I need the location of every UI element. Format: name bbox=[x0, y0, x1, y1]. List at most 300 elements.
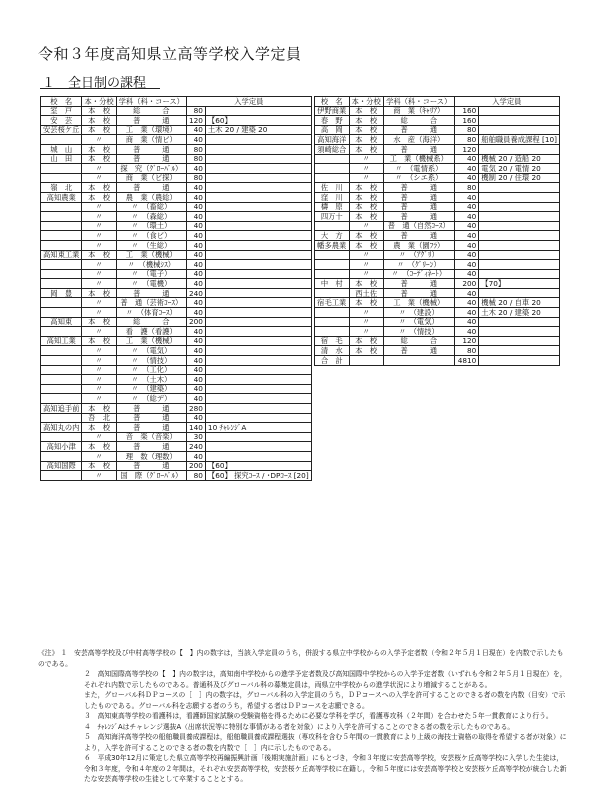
capacity-cell: 40 bbox=[186, 346, 205, 356]
school-cell: 安芸桜ケ丘 bbox=[41, 125, 82, 135]
capacity-note-cell bbox=[205, 336, 311, 346]
school-cell: 高知農業 bbox=[41, 192, 82, 202]
table-row bbox=[41, 375, 312, 385]
course-cell: 普 通 bbox=[383, 288, 454, 298]
branch-cell: 西土佐 bbox=[349, 288, 383, 298]
branch-cell: 本 校 bbox=[82, 423, 116, 433]
school-cell: 幡多農業 bbox=[315, 240, 350, 250]
capacity-note-cell bbox=[205, 308, 311, 318]
branch-cell: 〃 bbox=[82, 346, 116, 356]
school-cell bbox=[41, 308, 82, 318]
table-row bbox=[41, 164, 312, 174]
branch-cell: 〃 bbox=[82, 221, 116, 231]
branch-cell: 〃 bbox=[82, 308, 116, 318]
capacity-note-cell: 電気 20 / 電情 20 bbox=[479, 164, 560, 174]
capacity-cell: 40 bbox=[186, 327, 205, 337]
table-row bbox=[41, 442, 312, 452]
capacity-note-cell bbox=[205, 365, 311, 375]
course-cell: 農 業（園ﾌﾗ） bbox=[383, 240, 454, 250]
table-row bbox=[41, 212, 312, 222]
course-cell: 〃 （機械ｼｽ） bbox=[116, 260, 186, 270]
branch-cell: 本 校 bbox=[82, 404, 116, 414]
branch-cell: 〃 bbox=[349, 260, 383, 270]
capacity-cell: 40 bbox=[186, 125, 205, 135]
branch-cell: 〃 bbox=[82, 240, 116, 250]
course-cell: 普 通 bbox=[383, 279, 454, 289]
course-cell: 普 通 bbox=[116, 423, 186, 433]
capacity-note-cell bbox=[479, 346, 560, 356]
capacity-cell: 240 bbox=[186, 288, 205, 298]
table-row bbox=[41, 192, 312, 202]
course-cell: 〃 （総デ） bbox=[116, 394, 186, 404]
capacity-note-cell bbox=[205, 269, 311, 279]
course-cell: 〃 （ｸﾞﾘｰﾝ） bbox=[383, 260, 454, 270]
school-cell bbox=[41, 451, 82, 461]
capacity-note-cell bbox=[205, 442, 311, 452]
branch-cell: 本 校 bbox=[82, 154, 116, 164]
capacity-table-left bbox=[40, 96, 312, 481]
capacity-note-cell: 土木 20 / 建築 20 bbox=[479, 308, 560, 318]
capacity-note-cell bbox=[205, 212, 311, 222]
capacity-cell: 40 bbox=[186, 356, 205, 366]
course-cell: 普 通 bbox=[116, 288, 186, 298]
branch-cell: 〃 bbox=[82, 384, 116, 394]
capacity-note-cell bbox=[205, 192, 311, 202]
capacity-note-cell: 土木 20 / 建築 20 bbox=[205, 125, 311, 135]
section-heading: １ 全日制の課程 bbox=[42, 76, 147, 91]
branch-cell: 本 校 bbox=[349, 192, 383, 202]
header-school: 校 名 bbox=[41, 97, 82, 107]
capacity-cell: 40 bbox=[186, 365, 205, 375]
branch-cell: 本 校 bbox=[349, 231, 383, 241]
school-cell bbox=[41, 221, 82, 231]
course-cell bbox=[383, 356, 454, 366]
table-row bbox=[315, 192, 560, 202]
school-cell bbox=[41, 413, 82, 423]
capacity-cell: 120 bbox=[454, 336, 479, 346]
table-row bbox=[41, 135, 312, 145]
table-row bbox=[315, 279, 560, 289]
table-row bbox=[315, 240, 560, 250]
school-cell: 中 村 bbox=[315, 279, 350, 289]
school-cell bbox=[315, 164, 350, 174]
table-row bbox=[41, 269, 312, 279]
school-cell: 佐 川 bbox=[315, 183, 350, 193]
course-cell: 音 楽（音楽） bbox=[116, 432, 186, 442]
school-cell bbox=[315, 221, 350, 231]
capacity-note-cell bbox=[205, 394, 311, 404]
table-row bbox=[41, 202, 312, 212]
capacity-note-cell bbox=[205, 202, 311, 212]
school-cell: 高知追手前 bbox=[41, 404, 82, 414]
capacity-cell: 40 bbox=[186, 375, 205, 385]
capacity-note-cell bbox=[205, 173, 311, 183]
branch-cell: 〃 bbox=[349, 308, 383, 318]
table-row bbox=[41, 144, 312, 154]
course-cell: 看 護（看護） bbox=[116, 327, 186, 337]
school-cell: 高知海洋 bbox=[315, 135, 350, 145]
page-title: 令和３年度高知県立高等学校入学定員 bbox=[38, 45, 302, 63]
branch-cell: 〃 bbox=[82, 173, 116, 183]
school-cell bbox=[315, 154, 350, 164]
capacity-cell: 120 bbox=[454, 144, 479, 154]
branch-cell: 〃 bbox=[82, 375, 116, 385]
capacity-note-cell: 機械 20 / 造船 20 bbox=[479, 154, 560, 164]
course-cell: 普 通 bbox=[116, 116, 186, 126]
capacity-cell: 40 bbox=[186, 308, 205, 318]
capacity-note-cell bbox=[479, 106, 560, 116]
capacity-cell: 40 bbox=[454, 192, 479, 202]
table-row bbox=[315, 308, 560, 318]
course-cell: 普 通 bbox=[116, 183, 186, 193]
capacity-note-cell: 船舶職員養成課程 [10] bbox=[479, 135, 560, 145]
capacity-cell: 160 bbox=[454, 106, 479, 116]
capacity-note-cell bbox=[205, 432, 311, 442]
school-cell: 高知国際 bbox=[41, 461, 82, 471]
school-cell bbox=[41, 394, 82, 404]
table-row bbox=[41, 346, 312, 356]
branch-cell: 吾 北 bbox=[82, 413, 116, 423]
course-cell: 総 合 bbox=[383, 116, 454, 126]
footnote: ２ 高知国際高等学校の【 】内の数字は，高知南中学校からの進学予定者数及び高知国際中学校からの入学予定者数（いずれも令和２年５月１日現在）を，それぞれ内数で示したものである。普通科及びグローバル科の募集定員は，両県立中学校からの進学状況により増減することがある。 bbox=[84, 670, 567, 689]
capacity-note-cell bbox=[479, 317, 560, 327]
footnotes bbox=[38, 648, 568, 785]
table-header-row bbox=[41, 97, 312, 107]
table-row bbox=[41, 173, 312, 183]
course-cell: 普 通 bbox=[116, 404, 186, 414]
school-cell: 高知小津 bbox=[41, 442, 82, 452]
table-row bbox=[41, 250, 312, 260]
course-cell: 〃 （建設） bbox=[383, 308, 454, 318]
capacity-note-cell: 【70】 bbox=[479, 279, 560, 289]
course-cell: 普 通 bbox=[383, 125, 454, 135]
capacity-note-cell bbox=[205, 375, 311, 385]
branch-cell: 本 校 bbox=[349, 279, 383, 289]
capacity-cell: 80 bbox=[454, 125, 479, 135]
branch-cell: 〃 bbox=[349, 173, 383, 183]
capacity-cell: 160 bbox=[454, 116, 479, 126]
capacity-cell: 40 bbox=[454, 240, 479, 250]
capacity-cell: 40 bbox=[186, 192, 205, 202]
header-branch: 本・分校 bbox=[349, 97, 383, 107]
school-cell bbox=[41, 432, 82, 442]
branch-cell: 本 校 bbox=[349, 116, 383, 126]
capacity-cell: 40 bbox=[186, 212, 205, 222]
capacity-note-cell bbox=[205, 384, 311, 394]
capacity-note-cell bbox=[205, 404, 311, 414]
branch-cell: 本 校 bbox=[349, 336, 383, 346]
capacity-note-cell bbox=[205, 164, 311, 174]
course-cell: 工 業（機械） bbox=[383, 298, 454, 308]
capacity-cell: 120 bbox=[186, 116, 205, 126]
school-cell bbox=[41, 375, 82, 385]
capacity-cell: 80 bbox=[454, 135, 479, 145]
school-cell bbox=[41, 212, 82, 222]
capacity-cell: 80 bbox=[454, 183, 479, 193]
capacity-note-cell bbox=[205, 279, 311, 289]
school-cell: 高 岡 bbox=[315, 125, 350, 135]
table-row bbox=[315, 336, 560, 346]
table-row bbox=[41, 327, 312, 337]
table-row bbox=[315, 125, 560, 135]
capacity-note-cell bbox=[479, 202, 560, 212]
branch-cell: 〃 bbox=[82, 269, 116, 279]
capacity-note-cell bbox=[205, 413, 311, 423]
capacity-note-cell bbox=[205, 154, 311, 164]
course-cell: 普 通 bbox=[116, 144, 186, 154]
capacity-cell: 40 bbox=[186, 135, 205, 145]
table-row bbox=[315, 144, 560, 154]
capacity-cell: 200 bbox=[186, 317, 205, 327]
branch-cell: 〃 bbox=[349, 154, 383, 164]
capacity-cell: 40 bbox=[454, 221, 479, 231]
capacity-note-cell bbox=[479, 192, 560, 202]
capacity-note-cell: 【60】 bbox=[205, 116, 311, 126]
capacity-cell: 280 bbox=[186, 404, 205, 414]
school-cell bbox=[41, 231, 82, 241]
table-row bbox=[41, 221, 312, 231]
branch-cell: 〃 bbox=[349, 327, 383, 337]
course-cell: 〃 （情技） bbox=[383, 327, 454, 337]
branch-cell: 〃 bbox=[82, 298, 116, 308]
header-branch: 本・分校 bbox=[82, 97, 116, 107]
course-cell: 〃 （森総） bbox=[116, 212, 186, 222]
branch-cell: 〃 bbox=[82, 135, 116, 145]
capacity-note-cell: 【60】 探究ｺｰｽ / ･DPｺｰｽ [20] bbox=[205, 471, 311, 481]
course-cell: 普 通（芸術ｺｰｽ） bbox=[116, 298, 186, 308]
capacity-note-cell bbox=[479, 269, 560, 279]
branch-cell: 本 校 bbox=[82, 461, 116, 471]
capacity-note-cell bbox=[479, 240, 560, 250]
capacity-note-cell bbox=[205, 327, 311, 337]
capacity-cell: 40 bbox=[186, 250, 205, 260]
capacity-note-cell bbox=[479, 231, 560, 241]
capacity-cell: 140 bbox=[186, 423, 205, 433]
course-cell: 工 業（環境） bbox=[116, 125, 186, 135]
footnote: ６ 平成30年12月に策定した県立高等学校再編振興計画「後期実施計画」にもとづき，令和３年度に安芸高等学校，安芸桜ケ丘高等学校に入学した生徒は，令和３年度，令和４年度の２年間は，それぞれ安芸高等学校，安芸桜ケ丘高等学校に在籍し，令和５年度には安芸高等学校と安芸桜ケ丘高等学校が統合した新たな安芸高等学校の生徒として卒業することとする。 bbox=[84, 754, 567, 784]
table-row bbox=[315, 346, 560, 356]
footnote: また，グローバル科ＤＰコースの［ ］内の数字は，グローバル科の入学定員のうち，ＤＰコースへの入学を許可することのできる者の数を内数（目安）で示したものである。グローバル科を志願する者のうち，希望する者はＤＰコースを志願できる。 bbox=[84, 691, 566, 710]
table-row bbox=[41, 404, 312, 414]
course-cell: 普 通 bbox=[383, 231, 454, 241]
school-cell bbox=[41, 279, 82, 289]
table-row bbox=[41, 240, 312, 250]
course-cell: 普 通 bbox=[383, 183, 454, 193]
branch-cell: 本 校 bbox=[349, 212, 383, 222]
branch-cell: 〃 bbox=[82, 231, 116, 241]
course-cell: 〃 （情技） bbox=[116, 356, 186, 366]
branch-cell: 本 校 bbox=[82, 183, 116, 193]
capacity-note-cell bbox=[205, 356, 311, 366]
capacity-note-cell bbox=[479, 260, 560, 270]
capacity-cell: 40 bbox=[186, 202, 205, 212]
table-row bbox=[41, 317, 312, 327]
school-cell bbox=[41, 260, 82, 270]
course-cell: 工 業（機械） bbox=[116, 250, 186, 260]
course-cell: 商 業（ビ探） bbox=[116, 173, 186, 183]
table-row bbox=[41, 279, 312, 289]
capacity-cell: 40 bbox=[186, 298, 205, 308]
branch-cell: 本 校 bbox=[82, 125, 116, 135]
branch-cell: 本 校 bbox=[349, 183, 383, 193]
course-cell: 国 際（ｸﾞﾛｰﾊﾞﾙ） bbox=[116, 471, 186, 481]
school-cell: 清 水 bbox=[315, 346, 350, 356]
table-row bbox=[41, 231, 312, 241]
school-cell bbox=[315, 317, 350, 327]
course-cell: 普 通 bbox=[116, 442, 186, 452]
capacity-note-cell bbox=[205, 221, 311, 231]
course-cell: 〃 （生総） bbox=[116, 240, 186, 250]
branch-cell: 本 校 bbox=[349, 106, 383, 116]
capacity-cell: 40 bbox=[454, 308, 479, 318]
course-cell: 水 産（海洋） bbox=[383, 135, 454, 145]
capacity-note-cell bbox=[205, 183, 311, 193]
school-cell bbox=[41, 471, 82, 481]
capacity-note-cell bbox=[205, 231, 311, 241]
course-cell: 〃 （環土） bbox=[116, 221, 186, 231]
table-row bbox=[315, 202, 560, 212]
branch-cell: 本 校 bbox=[82, 288, 116, 298]
table-row bbox=[41, 471, 312, 481]
capacity-cell: 4810 bbox=[454, 356, 479, 366]
capacity-cell: 240 bbox=[186, 442, 205, 452]
capacity-cell: 40 bbox=[186, 413, 205, 423]
course-cell: 普 通 bbox=[116, 154, 186, 164]
capacity-note-cell bbox=[205, 240, 311, 250]
school-cell: 窪 川 bbox=[315, 192, 350, 202]
course-cell: 総 合 bbox=[383, 336, 454, 346]
capacity-note-cell: 【60】 bbox=[205, 461, 311, 471]
table-row bbox=[41, 451, 312, 461]
table-row bbox=[315, 260, 560, 270]
capacity-cell: 40 bbox=[186, 164, 205, 174]
footnote: 《注》 １ 安芸高等学校及び中村高等学校の【 】内の数字は，当該入学定員のうち，併設する県立中学校からの入学予定者数（令和２年５月１日現在）を内数で示したものである。 bbox=[38, 649, 564, 668]
school-cell: 高知東 bbox=[41, 317, 82, 327]
school-cell bbox=[315, 327, 350, 337]
course-cell: 探 究（ｸﾞﾛｰﾊﾞﾙ） bbox=[116, 164, 186, 174]
branch-cell: 本 校 bbox=[82, 442, 116, 452]
capacity-cell: 40 bbox=[454, 202, 479, 212]
table-row bbox=[315, 269, 560, 279]
capacity-note-cell bbox=[479, 288, 560, 298]
table-row bbox=[315, 106, 560, 116]
course-cell: 普 通 bbox=[116, 461, 186, 471]
capacity-cell: 40 bbox=[186, 269, 205, 279]
header-capacity: 入学定員 bbox=[186, 97, 311, 107]
table-row bbox=[315, 317, 560, 327]
school-cell bbox=[41, 135, 82, 145]
capacity-note-cell bbox=[205, 317, 311, 327]
course-cell: 総 合 bbox=[116, 106, 186, 116]
header-course: 学科（科・コース） bbox=[116, 97, 186, 107]
course-cell: 普 通（自然ｺｰｽ） bbox=[383, 221, 454, 231]
table-row bbox=[41, 183, 312, 193]
table-row bbox=[41, 432, 312, 442]
table-row bbox=[41, 394, 312, 404]
course-cell: 〃 （ｱｸﾞﾘ） bbox=[383, 250, 454, 260]
school-cell: 高知丸の内 bbox=[41, 423, 82, 433]
course-cell: 〃 （電気） bbox=[116, 346, 186, 356]
school-cell: 合 計 bbox=[315, 356, 350, 366]
branch-cell: 本 校 bbox=[82, 250, 116, 260]
table-row bbox=[41, 154, 312, 164]
school-cell bbox=[315, 288, 350, 298]
table-row bbox=[315, 221, 560, 231]
branch-cell: 本 校 bbox=[349, 125, 383, 135]
branch-cell: 〃 bbox=[82, 356, 116, 366]
capacity-cell: 40 bbox=[186, 240, 205, 250]
branch-cell: 〃 bbox=[82, 451, 116, 461]
header-course: 学科（科・コース） bbox=[383, 97, 454, 107]
branch-cell: 本 校 bbox=[82, 116, 116, 126]
branch-cell: 〃 bbox=[349, 250, 383, 260]
branch-cell: 〃 bbox=[82, 260, 116, 270]
capacity-note-cell bbox=[205, 260, 311, 270]
capacity-note-cell bbox=[205, 451, 311, 461]
course-cell: 工 業（機械系） bbox=[383, 154, 454, 164]
header-capacity: 入学定員 bbox=[454, 97, 559, 107]
school-cell bbox=[41, 269, 82, 279]
school-cell bbox=[41, 164, 82, 174]
branch-cell: 〃 bbox=[82, 279, 116, 289]
branch-cell: 〃 bbox=[82, 365, 116, 375]
capacity-note-cell bbox=[479, 144, 560, 154]
capacity-cell: 40 bbox=[454, 164, 479, 174]
course-cell: 農 業（農総） bbox=[116, 192, 186, 202]
course-cell: 商 業（ｷｬﾘｱ） bbox=[383, 106, 454, 116]
table-row bbox=[41, 423, 312, 433]
branch-cell: 〃 bbox=[82, 432, 116, 442]
school-cell: 岡 豊 bbox=[41, 288, 82, 298]
school-cell: 宿毛工業 bbox=[315, 298, 350, 308]
capacity-cell: 80 bbox=[186, 471, 205, 481]
capacity-cell: 80 bbox=[186, 154, 205, 164]
course-cell: 〃 （電情系） bbox=[383, 164, 454, 174]
school-cell bbox=[41, 346, 82, 356]
school-cell: 安 芸 bbox=[41, 116, 82, 126]
footnote: ３ 高知東高等学校の看護科は，看護師国家試験の受験資格を得るために必要な学科を学び，看護専攻科（２年間）を合わせた５年一貫教育により行う。 bbox=[84, 712, 553, 721]
school-cell bbox=[315, 308, 350, 318]
capacity-note-cell bbox=[479, 336, 560, 346]
school-cell: 春 野 bbox=[315, 116, 350, 126]
capacity-cell: 40 bbox=[454, 154, 479, 164]
branch-cell: 本 校 bbox=[349, 240, 383, 250]
capacity-table-right bbox=[314, 96, 560, 366]
course-cell: 普 通 bbox=[383, 144, 454, 154]
table-row bbox=[41, 461, 312, 471]
table-row bbox=[41, 288, 312, 298]
capacity-cell: 40 bbox=[454, 298, 479, 308]
capacity-cell: 40 bbox=[454, 173, 479, 183]
school-cell bbox=[41, 240, 82, 250]
capacity-cell: 40 bbox=[186, 394, 205, 404]
capacity-cell: 40 bbox=[186, 451, 205, 461]
capacity-cell: 40 bbox=[454, 288, 479, 298]
table-row bbox=[41, 365, 312, 375]
course-cell: 〃 （電子） bbox=[116, 269, 186, 279]
capacity-cell: 80 bbox=[186, 144, 205, 154]
capacity-cell: 40 bbox=[454, 269, 479, 279]
capacity-note-cell: 機械 20 / 自車 20 bbox=[479, 298, 560, 308]
table-row bbox=[315, 250, 560, 260]
branch-cell: 〃 bbox=[82, 212, 116, 222]
capacity-cell: 40 bbox=[186, 221, 205, 231]
course-cell: 商 業（情ビ） bbox=[116, 135, 186, 145]
capacity-note-cell bbox=[479, 250, 560, 260]
capacity-cell: 80 bbox=[454, 346, 479, 356]
course-cell: 〃 （畜総） bbox=[116, 202, 186, 212]
branch-cell: 本 校 bbox=[349, 298, 383, 308]
